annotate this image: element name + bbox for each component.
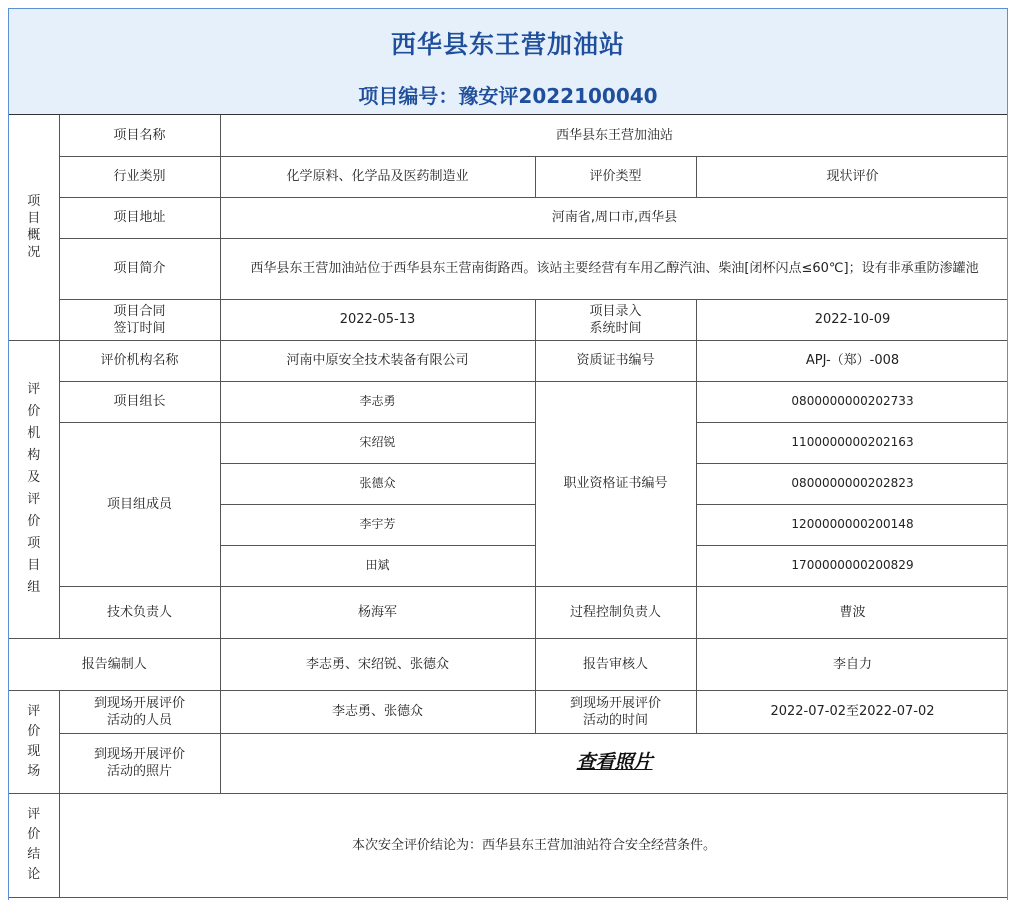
- site-photo-label: [59, 733, 220, 793]
- section-agency-label: [9, 340, 59, 638]
- member-name: 李宇芳: [220, 504, 535, 545]
- contract-date-label-line1: 项目合同: [113, 303, 166, 319]
- eval-type-value: 现状评价: [696, 156, 1008, 197]
- report-reviewer-label: 报告审核人: [535, 638, 696, 690]
- project-number: 项目编号：豫安评2022100040: [358, 84, 658, 108]
- site-time-label-line2: 活动的时间: [582, 712, 648, 728]
- tech-lead-label: 技术负责人: [59, 586, 220, 638]
- member-cert: 1200000000200148: [696, 504, 1008, 545]
- member-name: 张德众: [220, 463, 535, 504]
- page-title: 西华县东王营加油站: [390, 30, 625, 59]
- report-frame: [8, 8, 1008, 900]
- member-cert: 1100000000202163: [696, 422, 1008, 463]
- section-site-text: 评价现场: [27, 703, 41, 779]
- section-conclusion-text: 评价结论: [27, 807, 41, 882]
- tech-lead-value: 杨海军: [220, 586, 535, 638]
- site-people-label-line1: 到现场开展评价: [93, 695, 185, 711]
- project-name-label: 项目名称: [59, 115, 220, 156]
- project-name-value: 西华县东王营加油站: [220, 115, 1008, 156]
- site-time-value: 2022-07-02至2022-07-02: [696, 690, 1008, 733]
- leader-label: 项目组长: [59, 381, 220, 422]
- site-people-value: 李志勇、张德众: [220, 690, 535, 733]
- agency-name-value: 河南中原安全技术装备有限公司: [220, 340, 535, 381]
- qual-cert-value: APJ-（郑）-008: [696, 340, 1008, 381]
- address-value: 河南省,周口市,西华县: [220, 197, 1008, 238]
- industry-value: 化学原料、化学品及医药制造业: [220, 156, 535, 197]
- report-reviewer-value: 李自力: [696, 638, 1008, 690]
- members-label: 项目组成员: [59, 422, 220, 586]
- member-cert: 0800000000202823: [696, 463, 1008, 504]
- member-name: 宋绍锐: [220, 422, 535, 463]
- site-people-label-line2: 活动的人员: [106, 712, 172, 728]
- section-overview-label: [9, 115, 59, 340]
- qual-cert-label: 资质证书编号: [535, 340, 696, 381]
- site-photo-label-line2: 活动的照片: [106, 764, 172, 779]
- site-time-label: [535, 690, 696, 733]
- report-author-label: 报告编制人: [9, 638, 220, 690]
- conclusion-text: 本次安全评价结论为：西华县东王营加油站符合安全经营条件。: [59, 793, 1008, 897]
- site-time-label-line1: 到现场开展评价: [569, 695, 661, 711]
- site-people-label: [59, 690, 220, 733]
- intro-value: 西华县东王营加油站位于西华县东王营南街路西。该站主要经营有车用乙醇汽油、柴油[闭杯闪点≤60℃]；设有非承重防渗罐池: [220, 238, 1008, 299]
- contract-date-label: [59, 299, 220, 340]
- process-lead-label: 过程控制负责人: [535, 586, 696, 638]
- section-conclusion-label: [9, 793, 59, 897]
- cert-number-label: 职业资格证书编号: [535, 381, 696, 586]
- report-author-value: 李志勇、宋绍锐、张德众: [220, 638, 535, 690]
- address-label: 项目地址: [59, 197, 220, 238]
- site-photo-cell: [220, 733, 1008, 793]
- member-name: 田斌: [220, 545, 535, 586]
- section-overview-text: 项目概况: [27, 194, 41, 261]
- view-photos-link[interactable]: 查看照片: [576, 750, 653, 773]
- entry-date-value: 2022-10-09: [696, 299, 1008, 340]
- entry-date-label: [535, 299, 696, 340]
- entry-date-label-line1: 项目录入: [589, 303, 642, 319]
- section-site-label: [9, 690, 59, 793]
- contract-date-label-line2: 签订时间: [113, 320, 166, 336]
- section-agency-text: 评价机构及评价项目组: [27, 382, 41, 595]
- contract-date-value: 2022-05-13: [220, 299, 535, 340]
- member-cert: 1700000000200829: [696, 545, 1008, 586]
- entry-date-label-line2: 系统时间: [589, 320, 642, 336]
- report-header: [9, 9, 1007, 115]
- site-photo-label-line1: 到现场开展评价: [93, 747, 185, 762]
- industry-label: 行业类别: [59, 156, 220, 197]
- member-name: 李志勇: [220, 381, 535, 422]
- project-info-table: [9, 115, 1008, 898]
- eval-type-label: 评价类型: [535, 156, 696, 197]
- process-lead-value: 曹波: [696, 586, 1008, 638]
- intro-label: 项目简介: [59, 238, 220, 299]
- agency-name-label: 评价机构名称: [59, 340, 220, 381]
- member-cert: 0800000000202733: [696, 381, 1008, 422]
